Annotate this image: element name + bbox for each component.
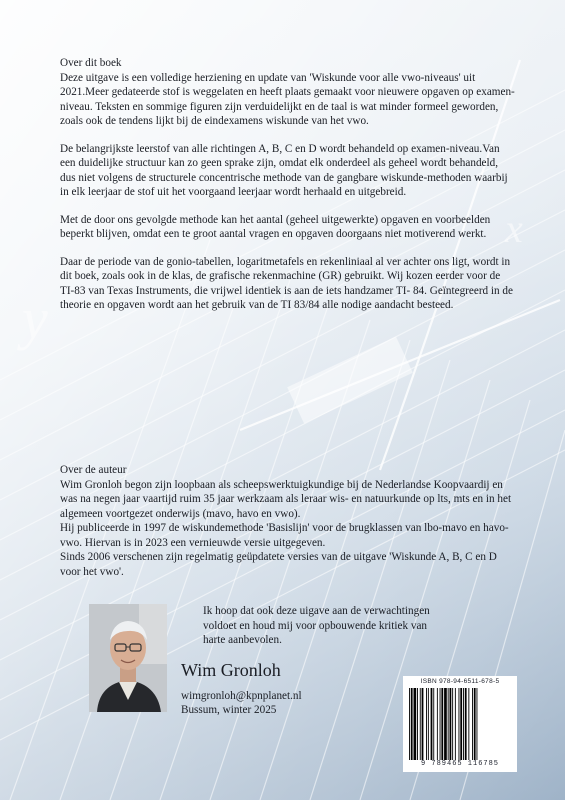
axis-y-decoration: y	[22, 286, 48, 351]
about-author-paragraph: Wim Gronloh begon zijn loopbaan als scheepswerktuigkundige bij de Nederlandse Koopvaardij en was na negen jaar vaartijd ruim 35 jaar werkzaam als leraar wis- en natuurkunde op lts, mts en in het algemeen voortgezet onderwijs (mavo, havo en vwo).	[60, 478, 512, 520]
about-book-paragraph: De belangrijkste leerstof van alle richtingen A, B, C en D wordt behandeld op examen-niveau.Van een duidelijke structuur kan zo geen sprake zijn, omdat elk onderdeel als geheel wordt behandeld, dus niet volgens de structurele concentrische methode van de gangbare wiskunde-methoden waarbij in elk leerjaar de stof uit het voorgaand leerjaar wordt herhaald en uitgebreid.	[60, 142, 508, 198]
about-author-paragraph: Hij publiceerde in 1997 de wiskundemethode 'Basislijn' voor de brugklassen van lbo-mavo en havo-vwo. Hiervan is in 2023 een vernieuwde versie uitgegeven.	[60, 522, 509, 549]
isbn-number: 9 789465 116785	[420, 760, 499, 768]
about-book-paragraph: Deze uitgave is een volledige herziening en update van 'Wiskunde voor alle vwo-niveaus' uit 2021.Meer gedateerde stof is weggelaten en heeft plaats gemaakt voor nieuwere opgaven op examen-niveau. Teksten en sommige figuren zijn verduidelijkt en de taal is wat minder formeel geworden, zoals ook de tendens lijkt bij de eindexamens wiskunde van het vwo.	[60, 71, 515, 127]
about-book-paragraph: Met de door ons gevolgde methode kan het aantal (geheel uitgewerkte) opgaven en voorbeelden beperkt blijven, omdat een te groot aantal vragen en opgaven doorgaans niet motiverend werkt.	[60, 213, 491, 240]
author-photo	[89, 604, 167, 712]
about-book-heading: Over dit boek	[60, 57, 122, 69]
barcode-bars	[409, 688, 511, 760]
isbn-barcode	[403, 676, 517, 772]
about-author-section	[60, 463, 515, 579]
axis-x-decoration: x	[505, 206, 523, 251]
author-quote: Ik hoop dat ook deze uigave aan de verwachtingen voldoet en houd mij voor opbouwende kritiek van harte aanbevolen.	[203, 605, 430, 646]
about-book-paragraph: Daar de periode van de gonio-tabellen, logaritmetafels en rekenliniaal al ver achter ons ligt, wordt in dit boek, zoals ook in de klas, de grafische rekenmachine (GR) gebruikt. Wij kozen eerder voor de TI-83 van Texas Instruments, die vrijwel identiek is aan de iets handzamer TI- 84. Geïntegreerd in de theorie en opgaven wordt aan het gebruik van de TI 83/84 alle nodige aandacht besteed.	[60, 255, 513, 311]
author-email: wimgronloh@kpnplanet.nl	[181, 690, 302, 702]
about-book-section	[60, 56, 515, 326]
place-and-date: Bussum, winter 2025	[181, 704, 277, 716]
author-name: Wim Gronloh	[181, 660, 281, 680]
about-author-paragraph: Sinds 2006 verschenen zijn regelmatig geüpdatete versies van de uitgave 'Wiskunde A, B, C en D voor het vwo'.	[60, 551, 497, 578]
about-author-heading: Over de auteur	[60, 464, 127, 476]
isbn-label: ISBN 978-94-6511-678-5	[420, 678, 500, 685]
